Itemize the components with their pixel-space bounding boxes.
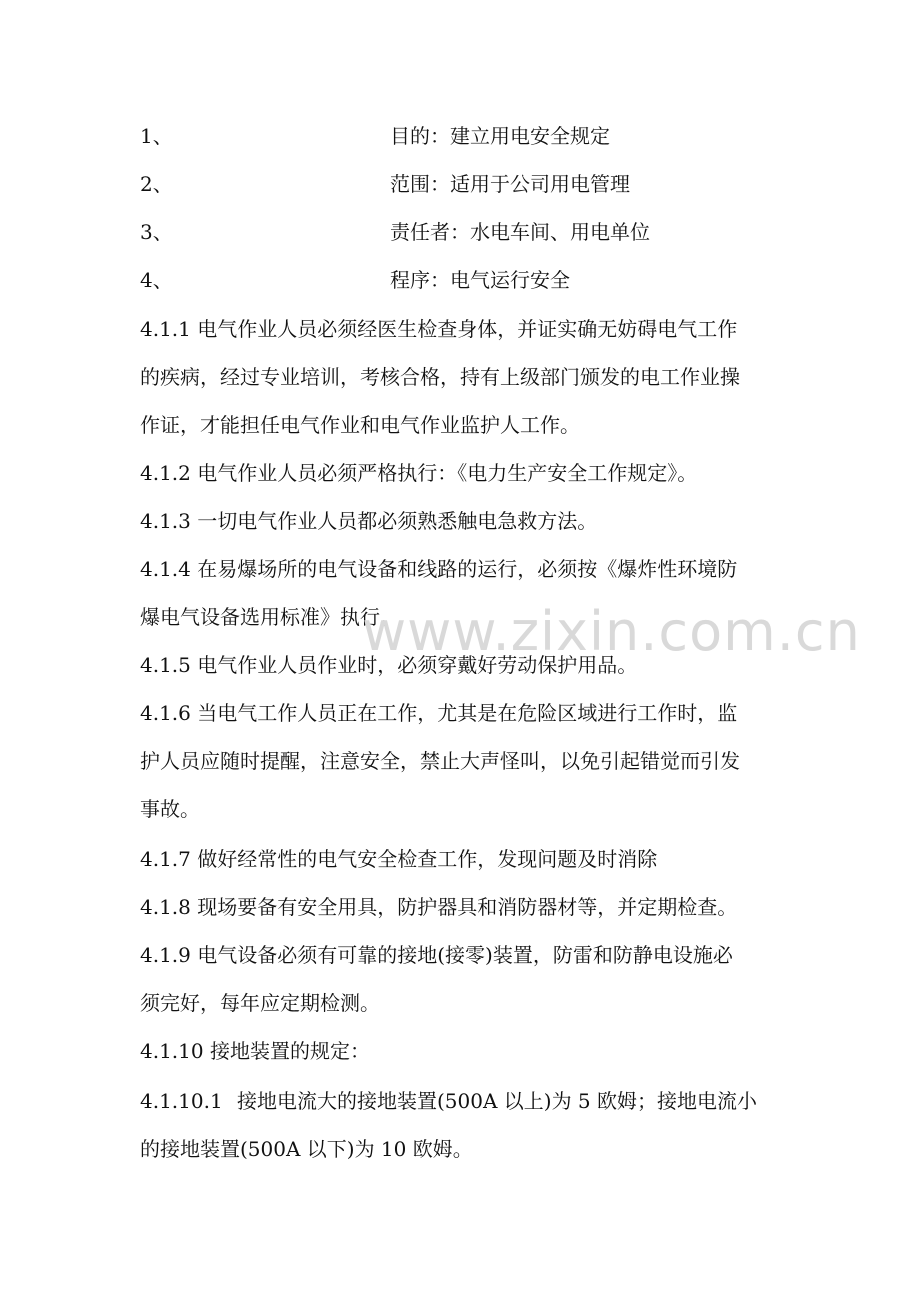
- clause-text: 当电气工作人员正在工作，尤其是在危险区域进行工作时，监: [197, 701, 738, 725]
- section-item-scope: [140, 172, 630, 196]
- item-number: 1、: [140, 124, 173, 148]
- item-number: 3、: [140, 220, 173, 244]
- clause-text: 须完好，每年应定期检测。: [140, 991, 380, 1015]
- clause-number: 4.1.10.1: [140, 1089, 223, 1113]
- clause-4-1-7: [140, 847, 657, 871]
- clause-text: 的接地装置(500A 以下)为 10 欧姆。: [140, 1137, 473, 1161]
- clause-text: 做好经常性的电气安全检查工作，发现问题及时消除: [197, 847, 658, 871]
- clause-4-1-9-line-2: [140, 991, 380, 1015]
- clause-text: 电气设备必须有可靠的接地(接零)装置，防雷和防静电设施必: [197, 943, 733, 967]
- clause-text: 一切电气作业人员都必须熟悉触电急救方法。: [197, 509, 598, 533]
- clause-4-1-8: [140, 895, 737, 919]
- clause-number: 4.1.10: [140, 1039, 204, 1063]
- clause-4-1-4-line-1: [140, 557, 737, 581]
- clause-number: 4.1.3: [140, 509, 191, 533]
- clause-text: 电气作业人员必须严格执行：《电力生产安全工作规定》。: [197, 461, 698, 485]
- clause-number: 4.1.7: [140, 847, 191, 871]
- item-text: 目的：建立用电安全规定: [390, 124, 610, 148]
- clause-text: 护人员应随时提醒，注意安全，禁止大声怪叫，以免引起错觉而引发: [140, 749, 740, 773]
- clause-number: 4.1.5: [140, 653, 191, 677]
- clause-number: 4.1.1: [140, 317, 191, 341]
- clause-4-1-10-1-line-2: [140, 1137, 473, 1161]
- clause-4-1-1-line-2: [140, 365, 740, 389]
- clause-number: 4.1.6: [140, 701, 191, 725]
- clause-4-1-1-line-3: [140, 413, 580, 437]
- clause-text: 的疾病，经过专业培训，考核合格，持有上级部门颁发的电工作业操: [140, 365, 740, 389]
- clause-text: 爆电气设备选用标准》执行。: [140, 605, 400, 629]
- clause-text: 现场要备有安全用具，防护器具和消防器材等，并定期检查。: [197, 895, 738, 919]
- clause-4-1-9-line-1: [140, 943, 733, 967]
- clause-4-1-10: [140, 1039, 370, 1063]
- clause-number: 4.1.2: [140, 461, 191, 485]
- section-item-purpose: [140, 124, 610, 148]
- clause-text: 接地电流大的接地装置(500A 以上)为 5 欧姆；接地电流小: [237, 1089, 758, 1113]
- clause-4-1-4-line-2: [140, 605, 400, 629]
- clause-text: 接地装置的规定：: [209, 1039, 370, 1063]
- clause-text: 在易爆场所的电气设备和线路的运行，必须按《爆炸性环境防: [197, 557, 738, 581]
- clause-text: 电气作业人员作业时，必须穿戴好劳动保护用品。: [197, 653, 638, 677]
- item-number: 2、: [140, 172, 173, 196]
- watermark-text: www.zixin.com.cn: [362, 600, 861, 663]
- item-text: 范围：适用于公司用电管理: [390, 172, 630, 196]
- clause-number: 4.1.8: [140, 895, 191, 919]
- section-item-procedure: [140, 268, 570, 292]
- clause-4-1-1-line-1: [140, 317, 737, 341]
- item-text: 程序：电气运行安全: [390, 268, 570, 292]
- clause-text: 事故。: [140, 797, 200, 821]
- clause-4-1-2: [140, 461, 697, 485]
- clause-4-1-6-line-3: [140, 797, 200, 821]
- clause-4-1-6-line-1: [140, 701, 737, 725]
- clause-text: 电气作业人员必须经医生检查身体，并证实确无妨碍电气工作: [197, 317, 738, 341]
- clause-number: 4.1.9: [140, 943, 191, 967]
- item-number: 4、: [140, 268, 173, 292]
- clause-4-1-6-line-2: [140, 749, 740, 773]
- clause-number: 4.1.4: [140, 557, 191, 581]
- clause-text: 作证，才能担任电气作业和电气作业监护人工作。: [140, 413, 580, 437]
- clause-4-1-3: [140, 509, 597, 533]
- item-text: 责任者：水电车间、用电单位: [390, 220, 650, 244]
- clause-4-1-10-1-line-1: [140, 1089, 757, 1113]
- section-item-responsibility: [140, 220, 650, 244]
